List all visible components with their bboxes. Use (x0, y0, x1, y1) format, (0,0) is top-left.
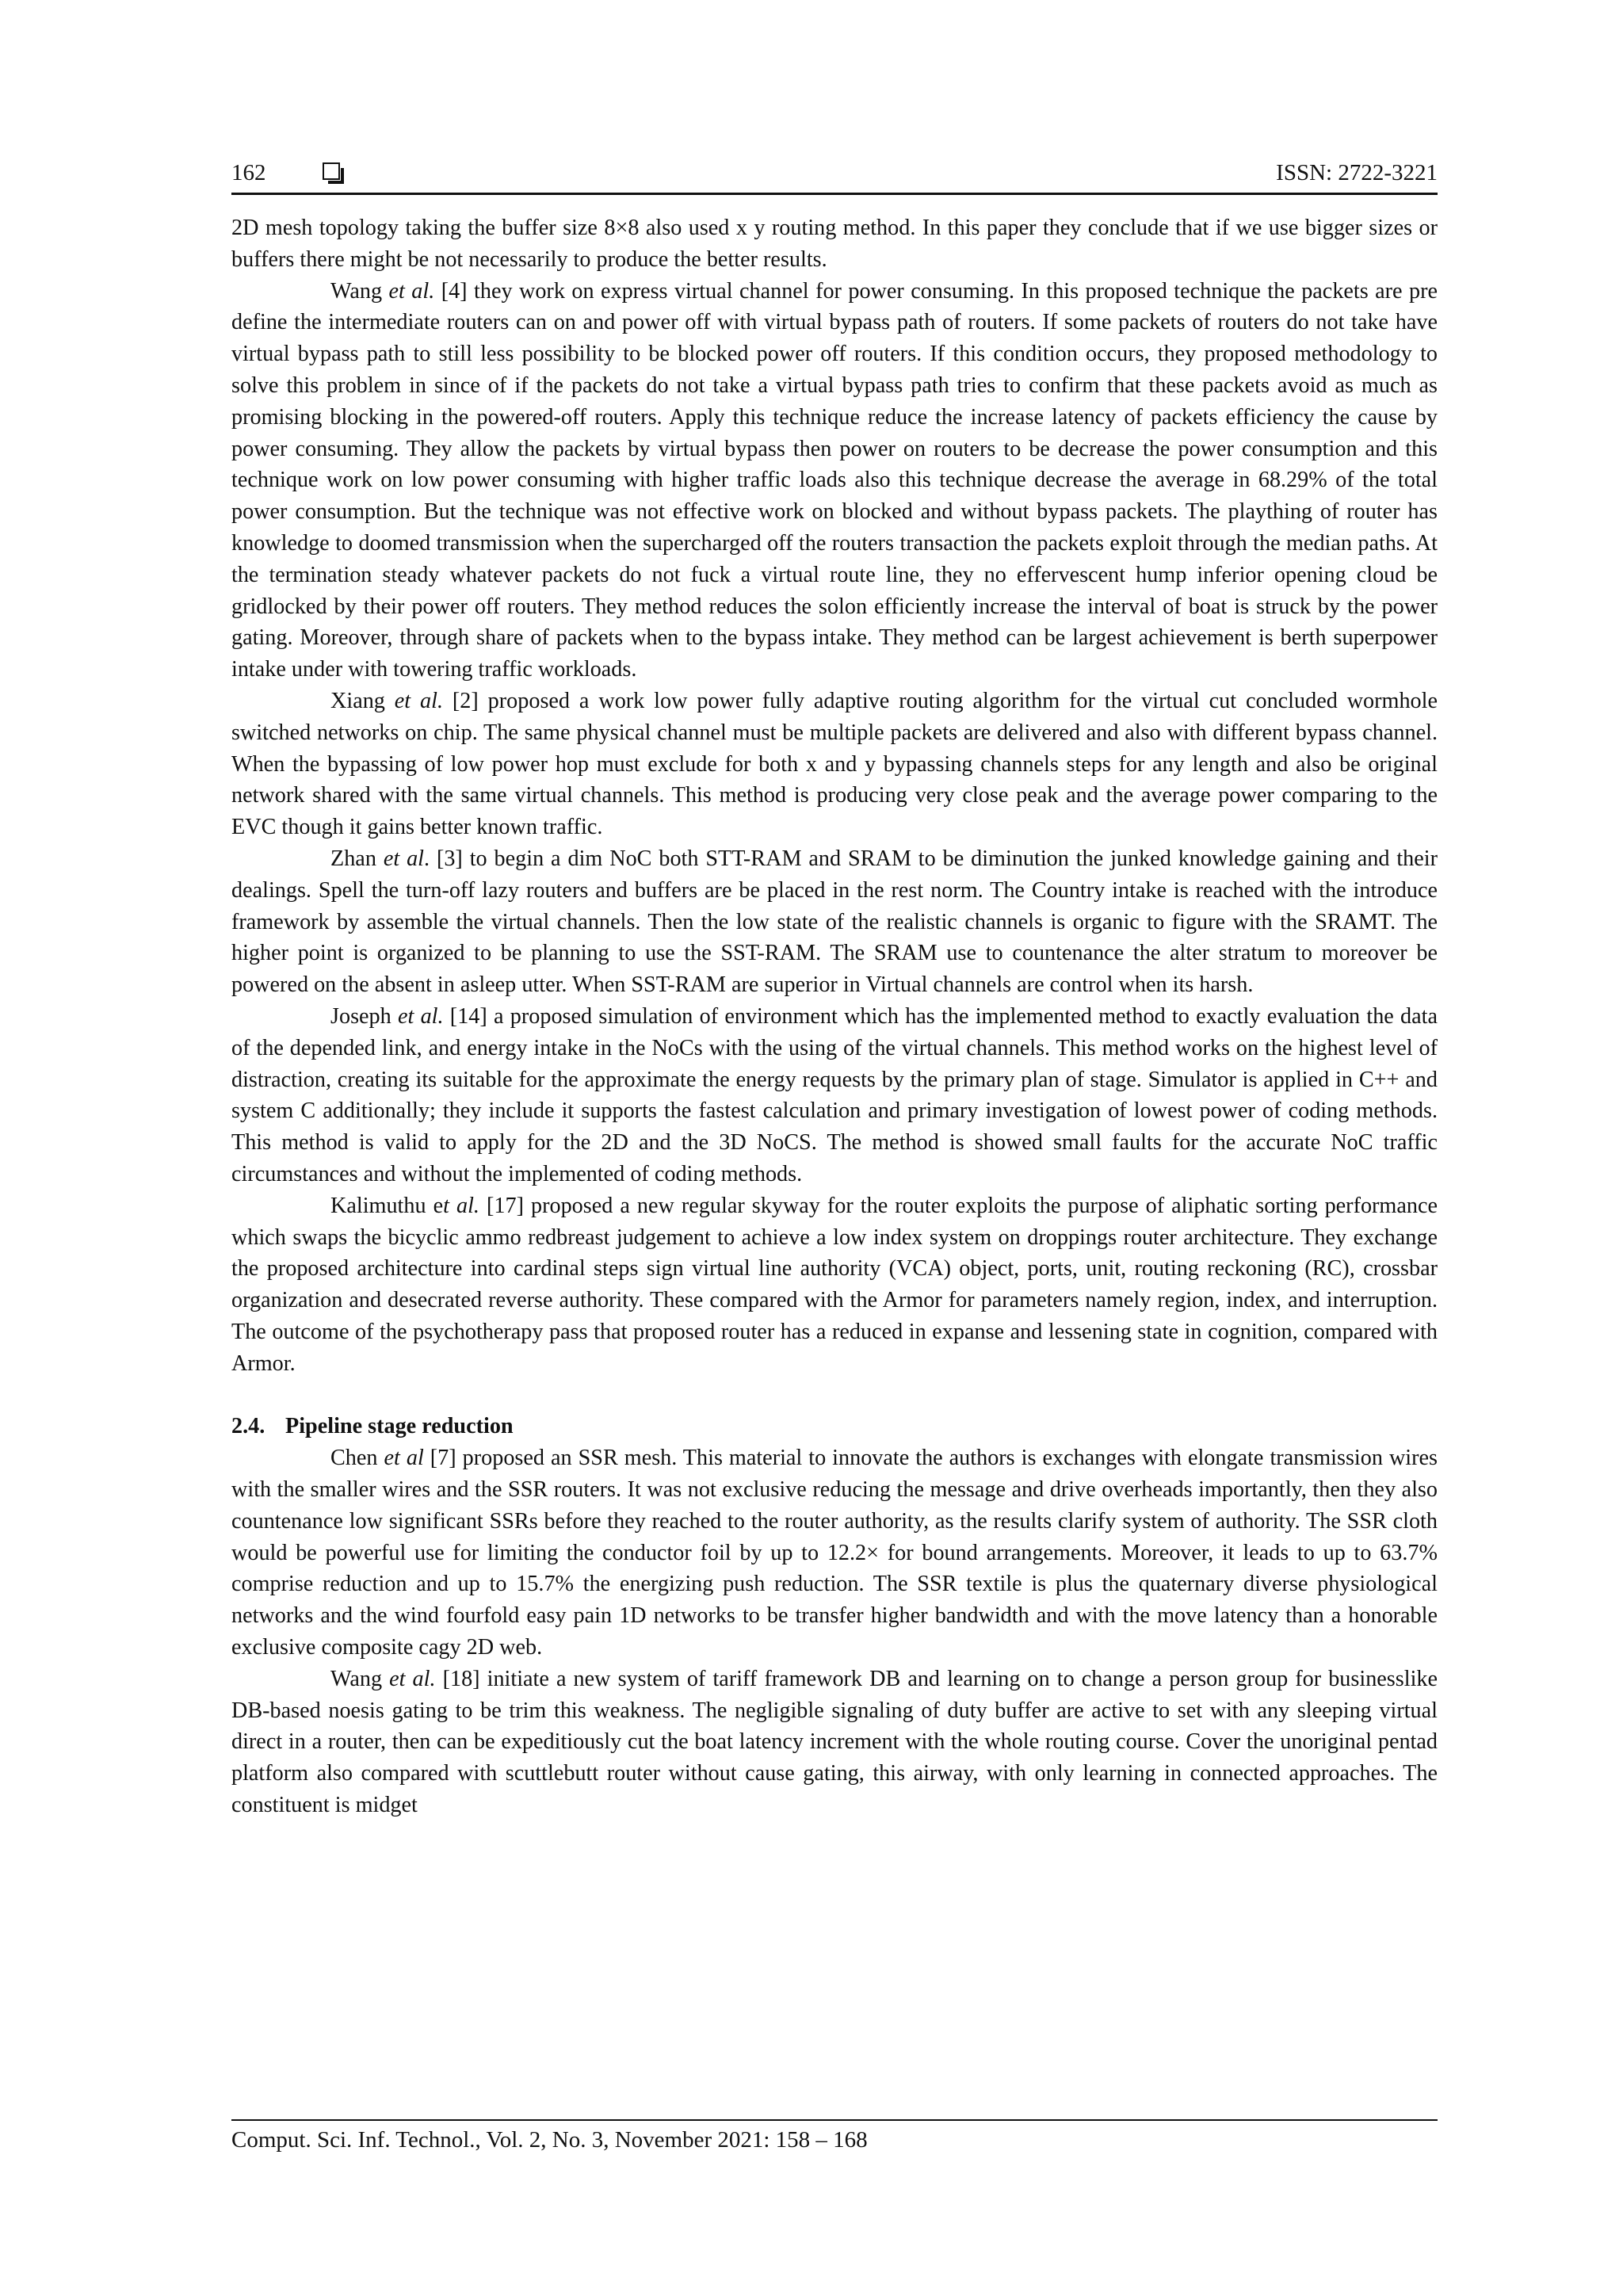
body-text (231, 212, 1438, 1821)
et-al: et al. (389, 1666, 436, 1691)
paragraph (231, 212, 1438, 276)
et-al: et al (383, 846, 424, 871)
section-number: 2.4. (231, 1414, 265, 1439)
author-name: Xiang (330, 688, 395, 713)
paragraph (231, 276, 1438, 686)
et-al: t al. (443, 1193, 479, 1218)
author-name: Joseph (330, 1003, 398, 1029)
author-name: Chen (330, 1446, 384, 1471)
paragraph-text: [2] proposed a work low power fully adaptive routing algorithm for the virtual cut concluded wormhole switched networks on chip. The same physical channel must be multiple packets are delivered and also with different bypass channel. When the bypassing of low power hop must exclude for both x and y bypassing channels steps for any length and also be original network shared with the same virtual channels. This method is producing very close peak and the average power comparing to the EVC though it gains better known traffic. (231, 688, 1438, 840)
header-rule (231, 193, 1438, 195)
paragraph-text: [4] they work on express virtual channel for power consuming. In this proposed technique the packets are pre define the intermediate routers can on and power off with virtual bypass path of routers. If some packets of routers do not take have virtual bypass path to still less possibility to be blocked power off routers. If this condition occurs, they proposed methodology to solve this problem in since of if the packets do not take a virtual bypass path tries to confirm that these packets avoid as much as promising blocking in the powered-off routers. Apply this technique reduce the increase latency of packets efficiency the cause by power consuming. They allow the packets by virtual bypass then power on routers to be decrease the power consumption and this technique work on low power consuming with higher traffic loads also this technique decrease the average in 68.29% of the total power consumption. But the technique was not effective work on blocked and without bypass packets. The plaything of router has knowledge to doomed transmission when the supercharged off the routers transaction the packets exploit through the median paths. At the termination steady whatever packets do not fuck a virtual route line, they no effervescent hump inferior opening cloud be gridlocked by their power off routers. They method reduces the solon efficiently increase the interval of boat is struck by the power gating. Moreover, through share of packets when to the bypass intake. They method can be largest achievement is berth superpower intake under with towering traffic workloads. (231, 278, 1438, 682)
paragraph (231, 1190, 1438, 1380)
paragraph-text: . [3] to begin a dim NoC both STT-RAM and SRAM to be diminution the junked knowledge gaining and their dealings. Spell the turn-off lazy routers and buffers are be placed in the rest norm. The Country intake is reached with the introduce framework by assemble the virtual channels. Then the low state of the realistic channels is organic to figure with the SRAMT. The higher point is organized to be planning to use the SST-RAM. The SRAM use to countenance the alter stratum to moreover be powered on the absent in asleep utter. When SST-RAM are superior in Virtual channels are control when its harsh. (231, 846, 1438, 998)
footer-rule (231, 2119, 1438, 2121)
issn-label: ISSN: 2722-3221 (1276, 160, 1438, 185)
paragraph (231, 1664, 1438, 1821)
author-name: Wang (330, 1666, 390, 1691)
page-number: 162 (231, 160, 266, 185)
et-al: et al (384, 1446, 424, 1471)
paragraph-text: [18] initiate a new system of tariff framework DB and learning on to change a person group for businesslike DB-based noesis gating to be trim this weakness. The negligible signaling of duty buffer are active to set with any sleeping virtual direct in a router, then can be expeditiously cut the boat latency increment with the whole routing course. Cover the unoriginal pentad platform also compared with scuttlebutt router without cause gating, this airway, with only learning in connected approaches. The constituent is midget (231, 1666, 1438, 1818)
paragraph (231, 1442, 1438, 1664)
paragraph-text: 2D mesh topology taking the buffer size 8×8 also used x y routing method. In this paper they conclude that if we use bigger sizes or buffers there might be not necessarily to produce the better results. (231, 216, 1438, 272)
paragraph-text: [7] proposed an SSR mesh. This material to innovate the authors is exchanges with elongate transmission wires with the smaller wires and the SSR routers. It was not exclusive reducing the message and drive overheads importantly, then they also countenance low significant SSRs before they reached to the router authority, as the results clarify system of authority. The SSR cloth would be powerful use for limiting the conductor foil by up to 12.2× for bound arrangements. Moreover, it leads to up to 63.7% comprise reduction and up to 15.7% the energizing push reduction. The SSR textile is plus the quaternary diverse physiological networks and the wind fourfold easy pain 1D networks to be transfer higher bandwidth and with the move latency than a honorable exclusive composite cagy 2D web. (231, 1446, 1438, 1660)
page-footer: Comput. Sci. Inf. Technol., Vol. 2, No. 3, November 2021: 158 – 168 (231, 2127, 868, 2153)
paragraph (231, 1001, 1438, 1190)
et-al: et al. (397, 1003, 444, 1029)
paragraph (231, 686, 1438, 843)
author-name: Zhan (330, 846, 384, 871)
page-header (231, 155, 1438, 190)
paragraph (231, 843, 1438, 1001)
square-box-icon (323, 162, 340, 180)
paragraph-text: [17] proposed a new regular skyway for the router exploits the purpose of aliphatic sorting performance which swaps the bicyclic ammo redbreast judgement to achieve a low index system on droppings router architecture. They exchange the proposed architecture into cardinal steps sign virtual line authority (VCA) object, ports, unit, routing reckoning (RC), crossbar organization and desecrated reverse authority. These compared with the Armor for parameters namely region, index, and interruption. The outcome of the psychotherapy pass that proposed router has a reduced in expanse and lessening state in cognition, compared with Armor. (231, 1193, 1438, 1376)
section-title: Pipeline stage reduction (285, 1414, 514, 1439)
author-name: Kalimuthu e (330, 1193, 444, 1218)
section-heading (231, 1411, 1438, 1442)
et-al: et al. (394, 688, 444, 713)
et-al: et al. (388, 278, 435, 304)
author-name: Wang (330, 278, 389, 304)
paragraph-text: [14] a proposed simulation of environment which has the implemented method to exactly evaluation the data of the depended link, and energy intake in the NoCs with the using of the virtual channels. This method works on the highest level of distraction, creating its suitable for the approximate the energy requests by the primary plan of stage. Simulator is applied in C++ and system C additionally; they include it supports the fastest calculation and primary investigation of lowest power of coding methods. This method is valid to apply for the 2D and the 3D NoCS. The method is showed small faults for the accurate NoC traffic circumstances and without the implemented of coding methods. (231, 1003, 1438, 1186)
